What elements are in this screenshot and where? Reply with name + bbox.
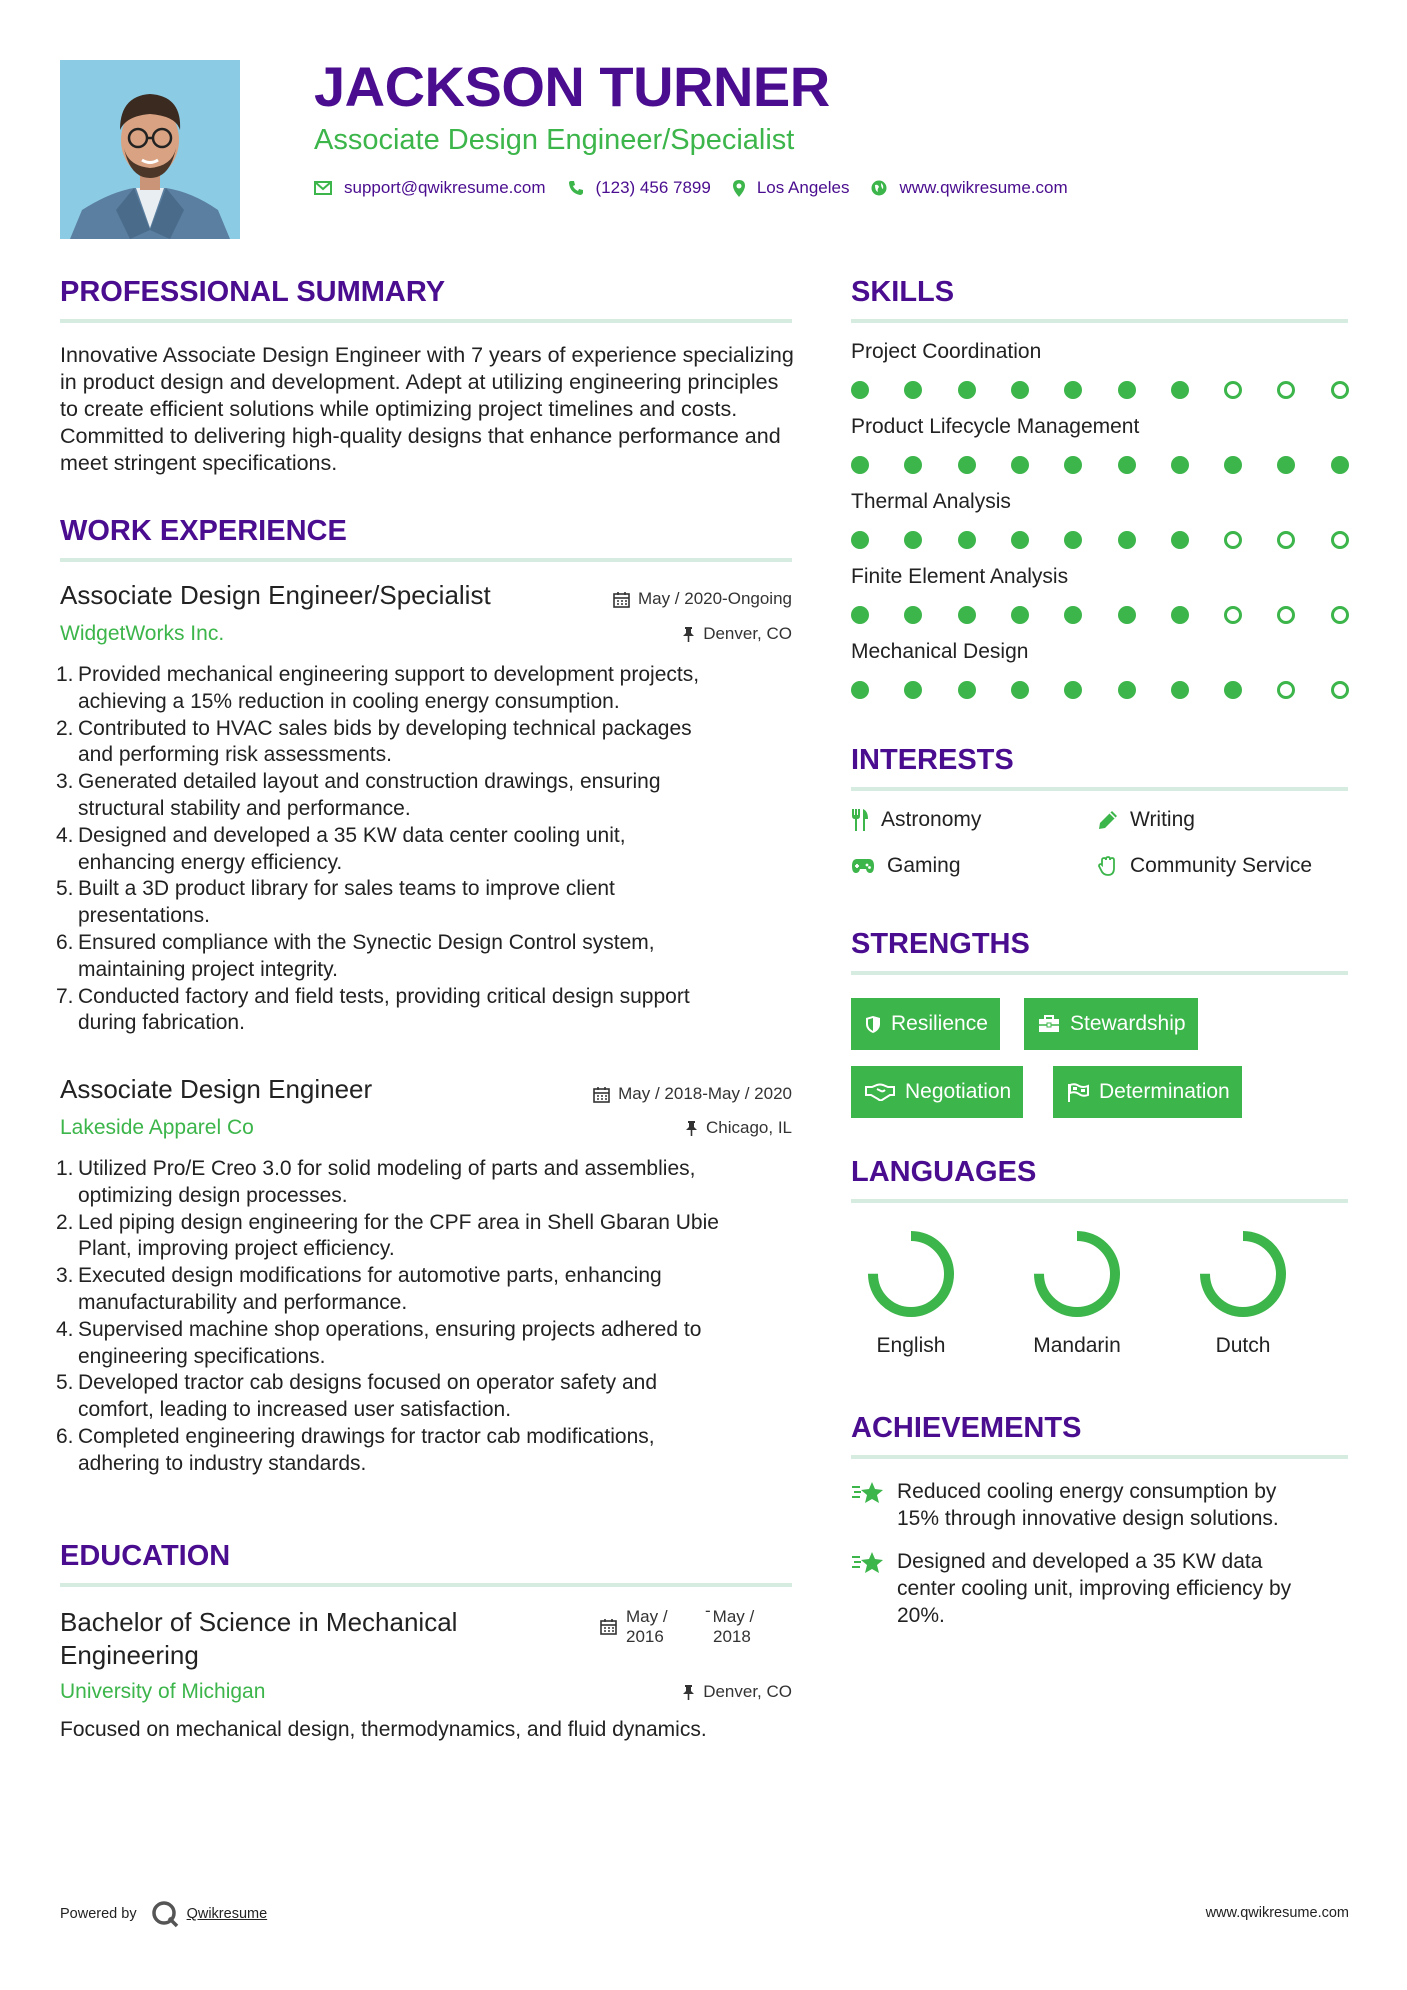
pushpin-icon bbox=[682, 1684, 695, 1701]
language-name: Mandarin bbox=[1033, 1334, 1121, 1357]
candidate-title: Associate Design Engineer/Specialist bbox=[314, 124, 795, 156]
shield-icon bbox=[865, 1015, 881, 1034]
flag-icon bbox=[1067, 1083, 1089, 1102]
qwikresume-logo-icon bbox=[151, 1900, 179, 1928]
rating-dot-filled bbox=[958, 606, 976, 624]
rating-dot-filled bbox=[958, 531, 976, 549]
rating-dot-empty bbox=[1277, 531, 1295, 549]
list-line: Designed and developed a 35 KW data center cooling unit, bbox=[78, 823, 626, 847]
edu-location-text: Denver, CO bbox=[703, 1682, 792, 1701]
list-number: 4. bbox=[56, 1317, 74, 1341]
powered-by-text: Powered by bbox=[60, 1906, 137, 1922]
rating-dot-filled bbox=[1011, 606, 1029, 624]
job-title: Associate Design Engineer bbox=[60, 1074, 373, 1104]
interest-label: Community Service bbox=[1130, 854, 1313, 877]
list-text bbox=[78, 1156, 695, 1210]
summary-text: Innovative Associate Design Engineer with 7 years of experience specializing in product design and development. Adept at utilizing engineering principles to create efficient solutions while optimizing project timelines and costs. Committed to delivering high-quality designs that enhance performance and meet stringent specifications. bbox=[60, 343, 794, 475]
job-achievements-list bbox=[56, 662, 796, 1037]
rating-dot-filled bbox=[958, 381, 976, 399]
skill-name: Mechanical Design bbox=[851, 640, 1029, 663]
contact-email-text: support@qwikresume.com bbox=[344, 178, 546, 197]
strength-badge bbox=[851, 998, 1000, 1050]
rating-dot-filled bbox=[851, 681, 869, 699]
languages-heading: LANGUAGES bbox=[851, 1156, 1037, 1188]
rating-dot-filled bbox=[851, 456, 869, 474]
list-text bbox=[78, 1263, 662, 1317]
achievement-item bbox=[851, 1548, 1351, 1629]
rating-dot-empty bbox=[1331, 531, 1349, 549]
contact-phone-text: (123) 456 7899 bbox=[595, 178, 711, 197]
interest-item bbox=[1098, 808, 1195, 832]
rating-dot-filled bbox=[1011, 531, 1029, 549]
job-title: Associate Design Engineer/Specialist bbox=[60, 580, 491, 610]
list-number: 2. bbox=[56, 1210, 74, 1234]
job-dates bbox=[613, 589, 792, 609]
list-item bbox=[56, 876, 796, 930]
list-line: Utilized Pro/E Creo 3.0 for solid modeling of parts and assemblies, bbox=[78, 1157, 696, 1180]
achievement-line: Designed and developed a 35 KW data bbox=[897, 1550, 1263, 1573]
list-line: structural stability and performance. bbox=[78, 796, 411, 820]
contact-website-text: www.qwikresume.com bbox=[899, 178, 1068, 197]
skill-name: Product Lifecycle Management bbox=[851, 415, 1140, 438]
list-line: adhering to industry standards. bbox=[78, 1451, 367, 1475]
list-line: Developed tractor cab designs focused on operator safety and bbox=[78, 1371, 658, 1395]
interest-label: Gaming bbox=[887, 854, 961, 877]
rating-dot-filled bbox=[851, 606, 869, 624]
list-line: and performing risk assessments. bbox=[78, 743, 392, 767]
skill-rating bbox=[851, 455, 1351, 475]
job-company: WidgetWorks Inc. bbox=[60, 622, 225, 645]
rating-dot-filled bbox=[1331, 456, 1349, 474]
rating-dot-filled bbox=[1118, 606, 1136, 624]
rating-dot-filled bbox=[1064, 456, 1082, 474]
rating-dot-filled bbox=[958, 456, 976, 474]
rating-dot-filled bbox=[904, 531, 922, 549]
list-number: 1. bbox=[56, 663, 74, 686]
list-line: during fabrication. bbox=[78, 1011, 245, 1035]
rating-dot-filled bbox=[1011, 381, 1029, 399]
strength-badge bbox=[851, 1066, 1023, 1118]
job-location bbox=[682, 624, 792, 644]
list-line: achieving a 15% reduction in cooling energy consumption. bbox=[78, 689, 620, 713]
degree-title bbox=[60, 1606, 457, 1672]
rating-dot-empty bbox=[1277, 606, 1295, 624]
rating-dot-empty bbox=[1331, 681, 1349, 699]
language-level-arc bbox=[1205, 1236, 1281, 1312]
list-number: 3. bbox=[56, 770, 74, 794]
skill-name: Thermal Analysis bbox=[851, 490, 1011, 513]
skill-rating bbox=[851, 530, 1351, 550]
job-achievements-list bbox=[56, 1156, 796, 1478]
list-line: Plant, improving project efficiency. bbox=[78, 1237, 395, 1261]
list-item bbox=[56, 984, 796, 1038]
rating-dot-filled bbox=[1118, 381, 1136, 399]
edu-end-month-text: May / bbox=[712, 1607, 755, 1626]
footer-powered-by bbox=[60, 1900, 267, 1928]
profile-photo bbox=[60, 60, 240, 239]
edu-start-year: 2016 bbox=[626, 1627, 664, 1646]
rating-dot-filled bbox=[851, 531, 869, 549]
job-dates-text: May / 2018-May / 2020 bbox=[618, 1084, 792, 1103]
rating-dot-empty bbox=[1224, 531, 1242, 549]
rating-dot-empty bbox=[1331, 381, 1349, 399]
list-item bbox=[56, 769, 796, 823]
rating-dot-filled bbox=[1171, 606, 1189, 624]
language-name: English bbox=[876, 1334, 946, 1357]
list-item bbox=[56, 1210, 796, 1264]
skill-rating bbox=[851, 380, 1351, 400]
rating-dot-filled bbox=[1171, 681, 1189, 699]
language-level-ring bbox=[1029, 1226, 1125, 1322]
rating-dot-filled bbox=[1224, 456, 1242, 474]
rating-dot-filled bbox=[1064, 531, 1082, 549]
phone-icon bbox=[568, 180, 584, 196]
achievement-text bbox=[897, 1548, 1291, 1629]
rating-dot-filled bbox=[1171, 456, 1189, 474]
summary-divider bbox=[60, 319, 792, 323]
list-line: Supervised machine shop operations, ensuring projects adhered to bbox=[78, 1317, 702, 1341]
list-text bbox=[78, 876, 615, 930]
calendar-icon bbox=[600, 1618, 617, 1635]
skill-name: Project Coordination bbox=[851, 340, 1042, 363]
rating-dot-filled bbox=[1171, 381, 1189, 399]
strengths-divider bbox=[851, 971, 1348, 975]
list-number: 3. bbox=[56, 1264, 74, 1288]
footer-brand-link[interactable]: Qwikresume bbox=[186, 1906, 268, 1922]
language-level-arc bbox=[1039, 1236, 1115, 1312]
list-item bbox=[56, 930, 796, 984]
achievement-text bbox=[897, 1478, 1279, 1532]
handshake-icon bbox=[865, 1083, 895, 1101]
rating-dot-empty bbox=[1331, 606, 1349, 624]
rating-dot-filled bbox=[1011, 456, 1029, 474]
edu-start-month: May / bbox=[626, 1607, 668, 1626]
degree-line: Engineering bbox=[60, 1640, 199, 1670]
skill-name: Finite Element Analysis bbox=[851, 565, 1069, 588]
utensils-icon bbox=[851, 809, 869, 831]
list-number: 1. bbox=[56, 1157, 74, 1180]
languages-divider bbox=[851, 1199, 1348, 1203]
list-item bbox=[56, 1317, 796, 1371]
edu-start-date bbox=[626, 1607, 668, 1647]
list-number: 5. bbox=[56, 877, 74, 901]
list-text bbox=[78, 1210, 719, 1264]
rating-dot-empty bbox=[1277, 681, 1295, 699]
rating-dot-filled bbox=[1064, 606, 1082, 624]
language-level-ring bbox=[863, 1226, 959, 1322]
list-text bbox=[78, 1370, 657, 1424]
strength-badge bbox=[1024, 998, 1198, 1050]
rating-dot-filled bbox=[851, 381, 869, 399]
contact-phone[interactable] bbox=[568, 178, 711, 198]
contact-bar bbox=[314, 178, 1090, 198]
list-item bbox=[56, 1156, 796, 1210]
rating-dot-empty bbox=[1224, 381, 1242, 399]
pushpin-icon bbox=[682, 626, 695, 643]
rating-dot-filled bbox=[904, 606, 922, 624]
contact-location bbox=[733, 178, 850, 198]
list-line: Built a 3D product library for sales teams to improve client bbox=[78, 877, 615, 901]
contact-location-text: Los Angeles bbox=[756, 178, 850, 197]
interests-heading: INTERESTS bbox=[851, 744, 1014, 776]
calendar-icon bbox=[593, 1086, 610, 1103]
job-dates bbox=[593, 1084, 792, 1104]
list-line: Conducted factory and field tests, providing critical design support bbox=[78, 984, 690, 1008]
skill-rating bbox=[851, 605, 1351, 625]
edu-location bbox=[682, 1682, 792, 1702]
achievement-line: center cooling unit, improving efficiency by bbox=[897, 1577, 1292, 1600]
rating-dot-filled bbox=[1224, 681, 1242, 699]
list-line: Contributed to HVAC sales bids by developing technical packages bbox=[78, 716, 692, 740]
language-name: Dutch bbox=[1215, 1334, 1271, 1357]
rating-dot-filled bbox=[904, 381, 922, 399]
edu-end-year: 2018 bbox=[713, 1627, 751, 1646]
interest-item bbox=[1098, 854, 1312, 878]
strength-label: Resilience bbox=[891, 1012, 988, 1035]
job-dates-text: May / 2020-Ongoing bbox=[637, 589, 792, 608]
hand-icon bbox=[1098, 856, 1118, 876]
list-line: comfort, leading to increased user satisfaction. bbox=[78, 1398, 512, 1422]
interest-label: Astronomy bbox=[881, 808, 982, 831]
list-text bbox=[78, 1317, 701, 1371]
list-text bbox=[78, 930, 655, 984]
list-item bbox=[56, 662, 796, 716]
rating-dot-empty bbox=[1277, 381, 1295, 399]
star-badge-icon bbox=[851, 1550, 885, 1576]
list-line: Completed engineering drawings for tractor cab modifications, bbox=[78, 1424, 655, 1448]
interest-item bbox=[851, 808, 981, 832]
list-line: maintaining project integrity. bbox=[78, 957, 338, 981]
achievement-line: 15% through innovative design solutions. bbox=[897, 1507, 1279, 1530]
work-divider bbox=[60, 558, 792, 562]
rating-dot-filled bbox=[904, 681, 922, 699]
rating-dot-filled bbox=[904, 456, 922, 474]
rating-dot-filled bbox=[1064, 681, 1082, 699]
list-item bbox=[56, 1263, 796, 1317]
list-number: 2. bbox=[56, 716, 74, 740]
list-line: Provided mechanical engineering support to development projects, bbox=[78, 663, 700, 686]
degree-line: Bachelor of Science in Mechanical bbox=[60, 1607, 458, 1637]
list-text bbox=[78, 984, 690, 1038]
education-divider bbox=[60, 1583, 792, 1587]
list-line: Led piping design engineering for the CPF area in Shell Gbaran Ubie bbox=[78, 1210, 719, 1234]
gamepad-icon bbox=[851, 858, 875, 874]
rating-dot-filled bbox=[1011, 681, 1029, 699]
achievements-divider bbox=[851, 1455, 1348, 1459]
list-line: optimizing design processes. bbox=[78, 1183, 348, 1207]
rating-dot-filled bbox=[1118, 681, 1136, 699]
envelope-icon bbox=[314, 181, 332, 195]
achievements-heading: ACHIEVEMENTS bbox=[851, 1412, 1082, 1444]
pushpin-icon bbox=[685, 1120, 698, 1137]
globe-icon bbox=[871, 180, 887, 196]
skill-rating bbox=[851, 680, 1351, 700]
pencil-icon bbox=[1098, 810, 1118, 830]
achievement-line: Reduced cooling energy consumption by bbox=[897, 1480, 1277, 1503]
work-heading: WORK EXPERIENCE bbox=[60, 515, 347, 547]
skills-heading: SKILLS bbox=[851, 276, 955, 308]
rating-dot-filled bbox=[1064, 381, 1082, 399]
strengths-heading: STRENGTHS bbox=[851, 928, 1030, 960]
list-item bbox=[56, 716, 796, 770]
list-item bbox=[56, 1424, 796, 1478]
contact-email[interactable] bbox=[314, 178, 546, 198]
rating-dot-filled bbox=[1277, 456, 1295, 474]
job-company: Lakeside Apparel Co bbox=[60, 1116, 254, 1139]
list-text bbox=[78, 716, 692, 770]
list-number: 7. bbox=[56, 984, 74, 1008]
list-text bbox=[78, 1424, 655, 1478]
strength-label: Negotiation bbox=[905, 1080, 1012, 1103]
calendar-icon bbox=[613, 591, 630, 608]
strength-label: Stewardship bbox=[1070, 1012, 1186, 1035]
education-note: Focused on mechanical design, thermodynamics, and fluid dynamics. bbox=[60, 1718, 707, 1741]
language-level-ring bbox=[1195, 1226, 1291, 1322]
language-item bbox=[836, 1226, 986, 1358]
list-line: Executed design modifications for automotive parts, enhancing bbox=[78, 1264, 662, 1288]
job-location-text: Denver, CO bbox=[703, 624, 792, 643]
list-number: 6. bbox=[56, 1424, 74, 1448]
rating-dot-filled bbox=[1118, 531, 1136, 549]
list-text bbox=[78, 769, 661, 823]
job-location-text: Chicago, IL bbox=[706, 1118, 792, 1137]
list-item bbox=[56, 823, 796, 877]
rating-dot-empty bbox=[1224, 606, 1242, 624]
briefcase-icon bbox=[1038, 1015, 1060, 1033]
rating-dot-filled bbox=[958, 681, 976, 699]
list-line: Ensured compliance with the Synectic Design Control system, bbox=[78, 930, 655, 954]
list-line: engineering specifications. bbox=[78, 1344, 326, 1368]
list-line: presentations. bbox=[78, 904, 210, 928]
education-heading: EDUCATION bbox=[60, 1540, 231, 1572]
list-number: 4. bbox=[56, 823, 74, 847]
list-number: 6. bbox=[56, 930, 74, 954]
skills-divider bbox=[851, 319, 1348, 323]
footer-website[interactable]: www.qwikresume.com bbox=[1205, 1905, 1349, 1921]
list-text bbox=[78, 662, 699, 716]
language-level-arc bbox=[873, 1236, 949, 1312]
strength-label: Determination bbox=[1099, 1080, 1230, 1103]
edu-end-month: - May / bbox=[705, 1601, 755, 1626]
list-item bbox=[56, 1370, 796, 1424]
school-name: University of Michigan bbox=[60, 1680, 266, 1703]
list-number: 5. bbox=[56, 1371, 74, 1395]
candidate-name: JACKSON TURNER bbox=[314, 55, 830, 118]
contact-website[interactable] bbox=[871, 178, 1067, 198]
rating-dot-filled bbox=[1118, 456, 1136, 474]
strength-badge bbox=[1053, 1066, 1242, 1118]
achievement-item bbox=[851, 1478, 1351, 1532]
language-item bbox=[1002, 1226, 1152, 1358]
map-pin-icon bbox=[733, 180, 745, 197]
star-badge-icon bbox=[851, 1480, 885, 1506]
job-location bbox=[685, 1118, 792, 1138]
list-text bbox=[78, 823, 626, 877]
interest-item bbox=[851, 854, 961, 878]
achievement-line: 20%. bbox=[897, 1604, 945, 1627]
interest-label: Writing bbox=[1130, 808, 1195, 831]
rating-dot-filled bbox=[1171, 531, 1189, 549]
summary-heading: PROFESSIONAL SUMMARY bbox=[60, 276, 446, 308]
language-item bbox=[1168, 1226, 1318, 1358]
list-line: manufacturability and performance. bbox=[78, 1290, 408, 1314]
interests-divider bbox=[851, 787, 1348, 791]
edu-end-date bbox=[705, 1601, 755, 1647]
list-line: enhancing energy efficiency. bbox=[78, 850, 343, 874]
list-line: Generated detailed layout and construction drawings, ensuring bbox=[78, 770, 661, 794]
